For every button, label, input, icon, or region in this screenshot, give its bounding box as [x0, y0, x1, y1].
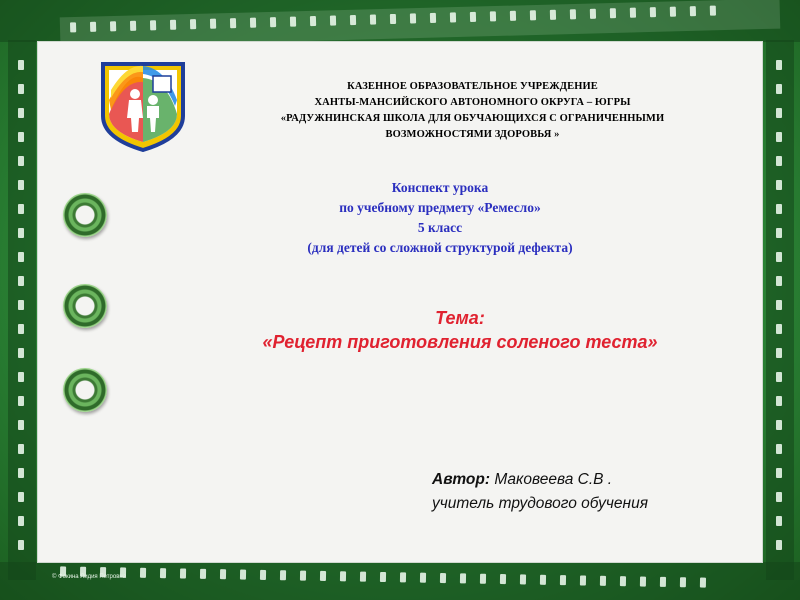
lesson-line: (для детей со сложной структурой дефекта)	[307, 240, 573, 255]
ring-icon	[63, 368, 107, 412]
institution-line: «РАДУЖНИНСКАЯ ШКОЛА ДЛЯ ОБУЧАЮЩИХСЯ С ОГРАНИЧЕННЫМИ	[280, 113, 665, 124]
ring-icon	[63, 284, 107, 328]
topic-block	[200, 306, 720, 354]
lesson-info	[230, 178, 650, 258]
lesson-line: Конспект урока	[391, 180, 489, 195]
institution-line: ХАНТЫ-МАНСИЙСКОГО АВТОНОМНОГО ОКРУГА – ЮГРЫ	[314, 97, 631, 108]
institution-line: КАЗЕННОЕ ОБРАЗОВАТЕЛЬНОЕ УЧРЕЖДЕНИЕ	[347, 81, 598, 92]
film-holes-right	[776, 60, 782, 550]
ring-icon	[63, 193, 107, 237]
author-position: учитель трудового обучения	[432, 495, 648, 512]
institution-header	[220, 79, 725, 143]
author-label: Автор:	[432, 471, 491, 488]
school-logo-icon	[97, 60, 189, 152]
author-line	[432, 468, 752, 492]
author-block	[432, 468, 752, 516]
copyright-text: © Фокина Лидия Петровна	[52, 574, 127, 580]
topic-label: Тема:	[435, 308, 485, 328]
topic-title: «Рецепт приготовления соленого теста»	[262, 332, 658, 352]
author-name: Маковеева С.В .	[490, 471, 613, 488]
lesson-line: 5 класс	[417, 220, 463, 235]
institution-line: ВОЗМОЖНОСТЯМИ ЗДОРОВЬЯ »	[385, 129, 560, 140]
lesson-line: по учебному предмету «Ремесло»	[339, 200, 541, 215]
film-holes-left	[18, 60, 24, 550]
